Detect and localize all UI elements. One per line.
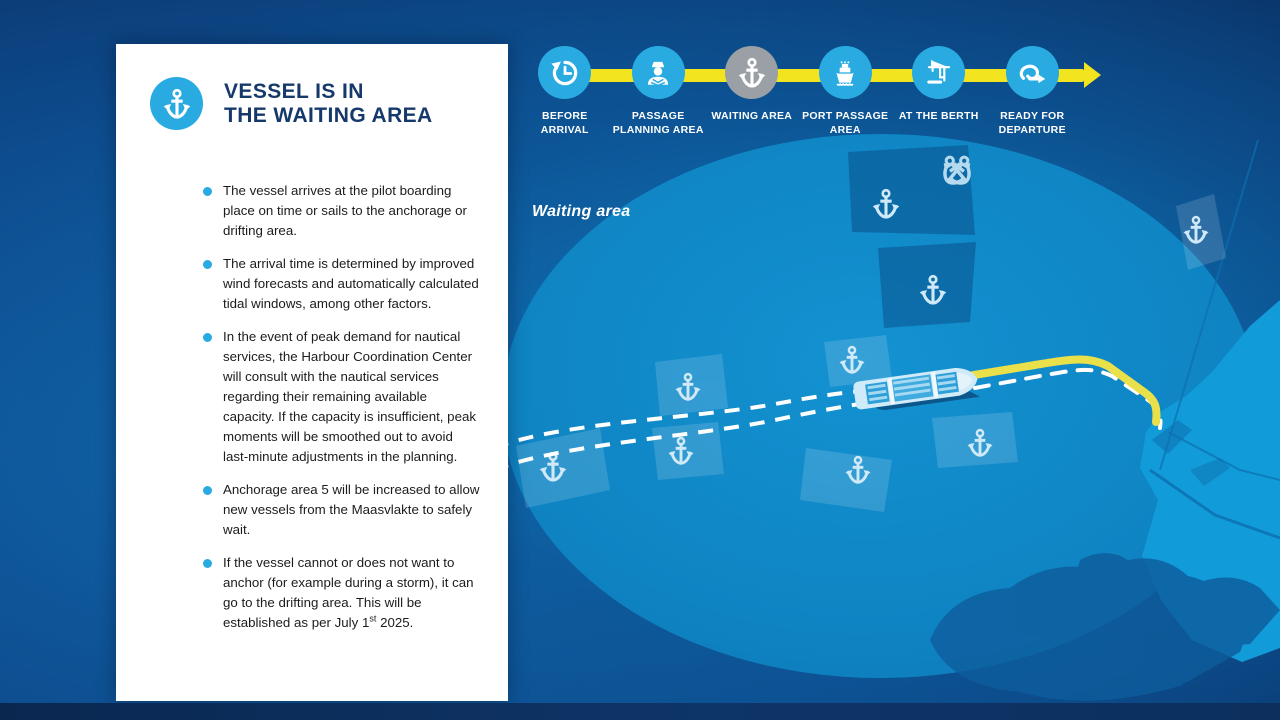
pilot-icon	[632, 46, 685, 99]
timeline-step-port-passage[interactable]	[799, 46, 893, 137]
bullet-text: In the event of peak demand for nautical services, the Harbour Coordination Center will consult with the nautical services regarding their remaining available capacity. If the capacity is insufficient, peak moments will be smoothed out to avoid last-minute adjustments in the planning.	[223, 329, 477, 464]
timeline-step-label: AT THE BERTH	[898, 110, 979, 122]
footer-bar	[0, 703, 1280, 720]
page-title-line1: VESSEL IS IN	[224, 79, 364, 103]
timeline-step-ready-for-departure[interactable]	[986, 46, 1080, 137]
bullet-text: If the vessel cannot or does not want to anchor (for example during a storm), it can go to the drifting area. This will be established as per July 1	[223, 555, 474, 630]
bullet-item	[203, 553, 481, 633]
timeline-step-label: READY FOR DEPARTURE	[998, 110, 1066, 137]
timeline-step-passage-planning[interactable]	[612, 46, 706, 137]
info-card	[116, 44, 508, 701]
timeline-step-label: PASSAGE PLANNING AREA	[612, 110, 704, 137]
bullet-list	[203, 181, 481, 646]
anchor-badge-icon	[150, 77, 203, 130]
page-title-line2: THE WAITING AREA	[224, 103, 433, 127]
timeline-step-waiting-area[interactable]	[705, 46, 799, 137]
bullet-text: The arrival time is determined by improved wind forecasts and automatically calculated tidal windows, among other factors.	[223, 256, 479, 311]
bullet-text: The vessel arrives at the pilot boarding place on time or sails to the anchorage or drifting area.	[223, 183, 467, 238]
bullet-text: Anchorage area 5 will be increased to allow new vessels from the Maasvlakte to safely wait.	[223, 482, 480, 537]
timeline-step-label: PORT PASSAGE AREA	[802, 110, 889, 137]
bullet-item	[203, 327, 481, 467]
clock-history-icon	[538, 46, 591, 99]
timeline-step-before-arrival[interactable]	[518, 46, 612, 137]
waiting-area-label: Waiting area	[532, 203, 631, 220]
bullet-item	[203, 480, 481, 540]
departure-loop-icon	[1006, 46, 1059, 99]
bullet-text: 2025.	[376, 615, 414, 630]
process-timeline	[518, 46, 1088, 137]
page-title	[224, 80, 433, 127]
bullet-item	[203, 254, 481, 314]
ordinal-suffix: st	[369, 613, 377, 624]
vessel-icon	[819, 46, 872, 99]
crane-icon	[912, 46, 965, 99]
timeline-step-label: WAITING AREA	[711, 110, 793, 122]
anchor-icon	[725, 46, 778, 99]
bullet-item	[203, 181, 481, 241]
timeline-step-at-the-berth[interactable]	[892, 46, 986, 137]
timeline-step-label: BEFORE ARRIVAL	[540, 110, 589, 137]
